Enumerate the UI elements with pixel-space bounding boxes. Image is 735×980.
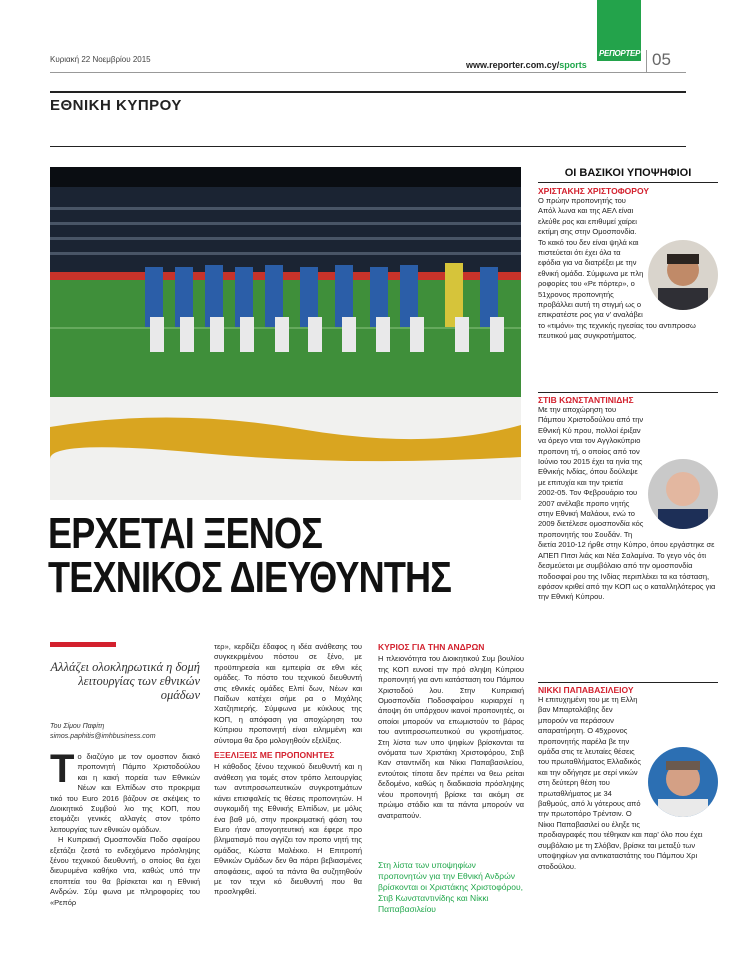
paragraph: ο διαζύγιο με τον ομοσπον διακό προπονητή Πάμπο Χριστοδούλου και η κακή πορεία των Εθνικών Νέων και Ελπίδων στο προκριμα τικό του Euro 2016 βάζουν σε σκέψεις το Διοικητικό Συμβού λιο της ΚΟΠ, που ετοιμάζει γενικές αλλαγές στον τρόπο λειτουργίας των εθνικών ομάδων. bbox=[50, 752, 200, 834]
section-rule-bottom bbox=[50, 146, 686, 147]
page-number-divider bbox=[646, 50, 647, 72]
candidate-separator bbox=[538, 682, 718, 683]
christoforou-portrait bbox=[648, 240, 718, 310]
subhead: ΕΞΕΛΙΞΕΙΣ ΜΕ ΠΡΟΠΟΝΗΤΕΣ bbox=[214, 750, 335, 761]
candidate-name: ΣΤΙΒ ΚΩΝΣΤΑΝΤΙΝΙΔΗΣ bbox=[538, 395, 634, 405]
url-section: sports bbox=[559, 60, 587, 70]
deck-accent-bar bbox=[50, 642, 116, 647]
section-rule-top bbox=[50, 91, 686, 93]
website-url[interactable] bbox=[466, 60, 587, 70]
subhead: ΚΥΡΙΟΣ ΓΙΑ ΤΗΝ ΑΝΔΡΩΝ bbox=[378, 642, 485, 652]
candidate-1 bbox=[538, 186, 718, 342]
candidate-text: Με την αποχώρηση του Πάμπου Χριστοδούλου από την Εθνική Κύ πρου, πολλοί έριξαν να όρεγο νται τον Αγγλοκύπριο προπονη τή, ο οποίος από τον Ιούνιο του 2015 έχει τα ηνία της Εθνικής Ινδίας, όπου δούλεψε με επιτυχία και την τριετία 2002-05. Τον Φεβρουάριο του 2007 ανέλαβε προπο νητής στην Εθνική Μαλάουι, ενώ το 2009 διετέλεσε ομοσπονδία κός προπονητής του Σουδάν. Τη διετία 2010-12 ήρθε στην Κύπρο, όπου εργάστηκε σε ΑΠΕΠ Πιτσι λιάς και Νέα Σαλαμίνα. Το γεγο νός ότι δεσμεύεται με συμβόλαιο από την ομοσπονδία ποδοσφαί ρου της Ινδίας περιπλέκει τα κα τόσταση, εφόσον κριθεί από την ΚΟΠ ως ο καταλληλότερος για την Εθνική Κύπρου. bbox=[538, 405, 716, 602]
sidebar-rule bbox=[538, 182, 718, 183]
candidate-2 bbox=[538, 392, 718, 603]
section-title: ΕΘΝΙΚΗ ΚΥΠΡΟΥ bbox=[50, 97, 182, 114]
headline-line-2: ΤΕΧΝΙΚΟΣ ΔΙΕΥΘΥΝΤΗΣ bbox=[48, 553, 452, 602]
paragraph: τερ», κερδίζει έδαφος η ιδέα ανάθεσης του συγκεκριμένου πόστου σε ξένο, με προϋπηρεσία και εμπειρία σε εθνι κές ομάδες. Το πόστο του τεχνικού διευθυντή στις εθνικές ομάδες Ελπί δων, Νέων και Παίδων κατέχει σήμε ρα ο Μιχάλης Χατζηπιερής. Σύμφωνα με κύκλους της ΚΟΠ, η απόφαση για αποχώρηση του Κύπριου προπονητή είναι ειλημμένη και σύντομα θα δρο μολογηθούν εξελίξεις. bbox=[214, 642, 362, 745]
papavasileiou-portrait bbox=[648, 747, 718, 817]
headline bbox=[48, 509, 452, 602]
candidate-separator bbox=[538, 392, 718, 393]
national-team-lineup-photo bbox=[50, 167, 521, 500]
page-number: 05 bbox=[652, 50, 671, 69]
author-email[interactable]: simos.paphitis@imhbusiness.com bbox=[50, 733, 156, 740]
paragraph: Η κάθοδος ξένου τεχνικού διευθυντή και η ανάθεση για τομές στον τρόπο λειτουργίας των αντιπροσωπευτικών συγκροτημάτων κάνει επισφαλείς τις θέσεις προπονητών. Η συγκομιδή της Εθνικής Ελπίδων, με μόλις ένα βαθ μό, στην προκριματική φάση του Euro ήταν απογοητευτική και έφερε προ βληματισμό που αγγίζει τον προπο νητή της ομάδας, Κώστα Μαλέκκο. Η Επιτροπή Εθνικών Ομάδων δεν θα πάρει βεβιασμένες αποφάσεις, αφού τα πάντα θα συζητηθούν με τον τεχνι κό διευθυντή που θα προσληφθεί. bbox=[214, 762, 362, 897]
body-column-2 bbox=[214, 642, 362, 898]
issue-date: Κυριακή 22 Νοεμβρίου 2015 bbox=[50, 55, 151, 64]
author: Του Σίμου Παφίτη bbox=[50, 723, 105, 730]
paragraph: Η Κυπριακή Ομοσπονδία Ποδο σφαίρου εξετάζει ζεστά το ενδεχόμενο πρόσληψης ξένου τεχνικού διευθυντή, ο οποίος θα έχει διευρυμένα καθήκο ντα, καθώς υπό την εποπτεία του θα βρίσκεται και η Εθνική Ανδρών. Σύμ φωνα με πληροφορίες του «Ρεπόρ bbox=[50, 835, 200, 907]
candidate-name: ΧΡΙΣΤΑΚΗΣ ΧΡΙΣΤΟΦΟΡΟΥ bbox=[538, 186, 649, 196]
candidate-text: Ο πρώην προπονητής του Απόλ λωνα και της ΑΕΛ είναι ελεύθε ρος και επιθυμεί χαίρει εκτίμη σης στην Ομοσπονδία. Το κακό του δεν είναι ψηλά και πιστεύεται ότι έχει όλα τα εφόδια για να διατρέξει με την εθνική ομάδα. Σύμφωνα με πλη ροφορίες του «Ρε πόρτερ», ο 51χρονος προπονητής προβάλλει αυτή τη στιγμή ως ο επικρατέστε ρος για ν' αναλάβει το «τιμόνι» της τεχνικής ηγεσίας του αντιπροσω πευτικού μας συγκροτήματος. bbox=[538, 196, 696, 341]
konstantinidis-portrait bbox=[648, 459, 718, 529]
logo-text: ΡΕΠΟΡΤΕΡ bbox=[599, 49, 641, 58]
reporter-logo bbox=[597, 0, 641, 61]
paragraph: Η πλειονότητα του Διοικητικού Συμ βουλίου της ΚΟΠ ευνοεί την πρό σληψη Κύπριου προπονητή για αντι κατάσταση του Πάμπου Χριστοδού λου. Στην Κυπριακή Ομοσπονδία Ποδοσφαίρου κυριαρχεί η άποψη ότι υπάρχουν ικανοί προπονητές, οι οποίοι μπορούν να επωμιστούν το βάρος του αντιπροσωπευτικού συ γκροτήματος. Στη λίστα των υπο ψηφίων βρίσκονται τα ονόματα των Χριστάκη Χριστοφόρου, Στιβ Καν σταντινίδη και Νίκκι Παπαβασιλείου, εντούτοις τίποτα δεν πρέπει να θεω ρείται δεδομένο, καθώς η διαδικασία πρόσληψης νέου προπονητή βρίσκε ται ακόμη σε πρώιμο στάδιο και τα πάντα μπορούν να ανατραπούν. bbox=[378, 654, 524, 820]
headline-line-1: ΕΡΧΕΤΑΙ ΞΕΝΟΣ bbox=[48, 509, 323, 558]
url-prefix: www.reporter.com.cy/ bbox=[466, 60, 560, 70]
body-column-3 bbox=[378, 642, 524, 821]
body-column-1 bbox=[50, 747, 200, 908]
team-photo bbox=[50, 167, 521, 500]
deck: Αλλάζει ολοκληρωτικά η δομή λειτουργίας των εθνικών ομάδων bbox=[50, 660, 200, 702]
candidate-text: Η επιτυχημένη του με τη Ελλη βαν Μπαρτολάβης δεν μπορούν να περάσουν απαρατήρητη. Ο 45χρονος προπονητής παρέλα βε την ομάδα στις τε λευταίες θέσεις του πρωταθλήματος Ελλαδικός και την οδήγησε με σερί νικών στη δεύτερη θέση του πρωταθλήματος με 34 βαθμούς, από λι γότερους από την πρωτοπόρο Τρέντσιν. Ο Νίκκι Παπαβασιλεί ου έληξε τις προδιαγραφές που τέθηκαν και παρ' όλο που έχει συμβόλαιο με τη Σλόβαν, βρίσκε ται μεταξύ των υποψηφίων για αντικαταστάτης του Πάμπου Χρι στοδούλου. bbox=[538, 695, 703, 871]
drop-cap: Τ bbox=[50, 747, 75, 791]
header-rule bbox=[50, 72, 686, 73]
candidate-name: ΝΙΚΚΙ ΠΑΠΑΒΑΣΙΛΕΙΟΥ bbox=[538, 685, 634, 695]
byline bbox=[50, 722, 200, 742]
sidebar-title: ΟΙ ΒΑΣΙΚΟΙ ΥΠΟΨΗΦΙΟΙ bbox=[564, 167, 692, 179]
candidate-3 bbox=[538, 682, 718, 872]
pull-quote: Στη λίστα των υποψηφίων προπονητών για την Εθνική Ανδρών βρίσκονται οι Χριστάκης Χριστοφόρου, Στιβ Κωνσταντινίδης και Νίκκι Παπαβασιλείου bbox=[378, 860, 524, 914]
